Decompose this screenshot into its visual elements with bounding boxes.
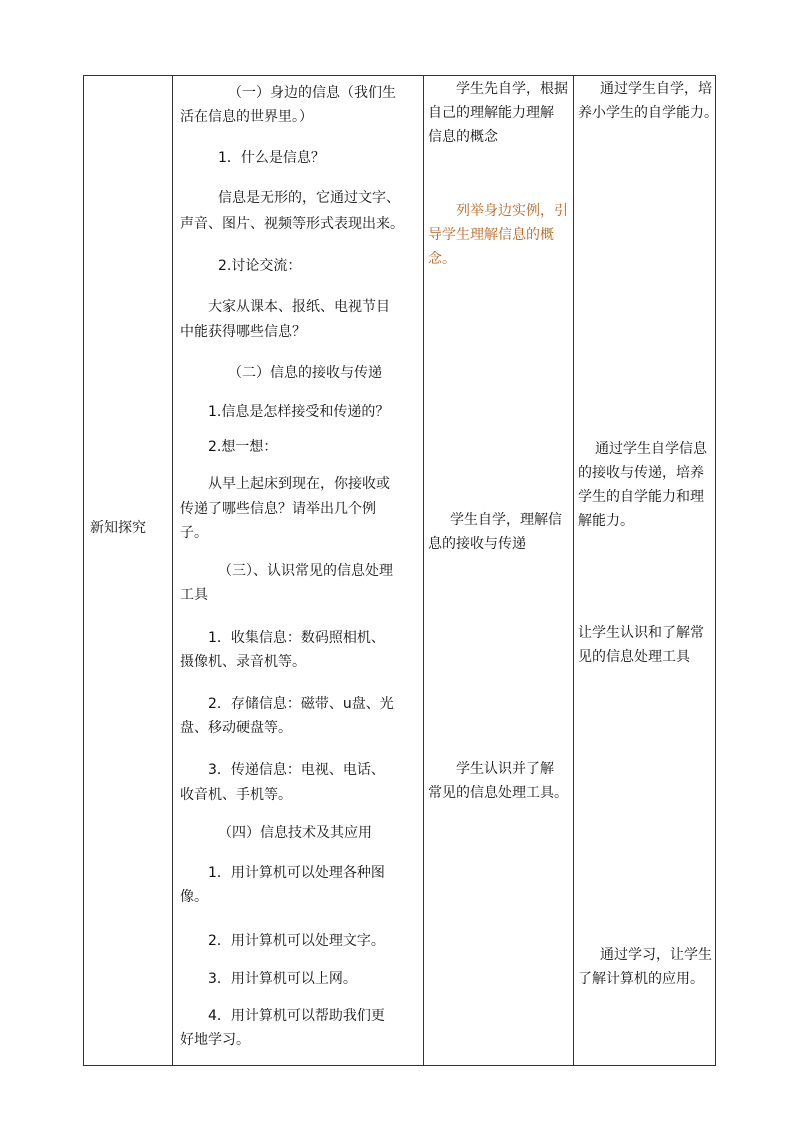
content-line: 1．收集信息：数码照相机、 bbox=[208, 630, 385, 646]
purpose-line: 见的信息处理工具 bbox=[578, 649, 690, 665]
purpose-line: 养小学生的自学能力。 bbox=[578, 105, 718, 121]
content-line: 1.信息是怎样接受和传递的？ bbox=[208, 404, 390, 420]
content-line: 1．用计算机可以处理各种图 bbox=[208, 865, 385, 881]
student-line: 息的接收与传递 bbox=[428, 536, 526, 552]
content-line: （二）信息的接收与传递 bbox=[228, 365, 382, 381]
purpose-line: 通过学生自学信息 bbox=[595, 441, 707, 457]
content-line: 2.想一想： bbox=[208, 439, 278, 455]
purpose-line: 通过学生自学，培 bbox=[600, 81, 712, 97]
content-line: （四）信息技术及其应用 bbox=[218, 825, 372, 841]
student-line: 念。 bbox=[428, 251, 456, 267]
content-line: 大家从课本、报纸、电视节目 bbox=[208, 299, 390, 315]
column-divider bbox=[172, 76, 173, 1065]
content-line: 信息是无形的，它通过文字、 bbox=[218, 190, 400, 206]
purpose-line: 通过学习，让学生 bbox=[600, 947, 712, 963]
student-line: 列举身边实例，引 bbox=[456, 203, 568, 219]
student-line: 学生先自学，根据 bbox=[456, 81, 568, 97]
column-divider bbox=[573, 76, 574, 1065]
content-line: 2．存储信息：磁带、u盘、光 bbox=[208, 696, 394, 712]
content-line: 摄像机、录音机等。 bbox=[180, 654, 306, 670]
content-line: 3．用计算机可以上网。 bbox=[208, 971, 357, 987]
content-line: 4．用计算机可以帮助我们更 bbox=[208, 1008, 385, 1024]
purpose-line: 学生的自学能力和理 bbox=[578, 489, 704, 505]
content-line: 中能获得哪些信息？ bbox=[180, 324, 306, 340]
purpose-line: 的接收与传递，培养 bbox=[578, 465, 704, 481]
student-line: 学生自学，理解信 bbox=[450, 512, 562, 528]
content-line: 声音、图片、视频等形式表现出来。 bbox=[180, 216, 404, 232]
content-line: 1．什么是信息？ bbox=[218, 150, 325, 166]
content-line: 子。 bbox=[180, 525, 208, 541]
content-line: 2．用计算机可以处理文字。 bbox=[208, 933, 385, 949]
purpose-line: 让学生认识和了解常 bbox=[578, 625, 704, 641]
student-line: 学生认识并了解 bbox=[456, 761, 554, 777]
content-line: 2.讨论交流： bbox=[218, 258, 302, 274]
content-line: 从早上起床到现在，你接收或 bbox=[208, 476, 390, 492]
content-line: （三）、认识常见的信息处理 bbox=[218, 563, 393, 579]
section-label: 新知探究 bbox=[90, 520, 146, 536]
content-line: 工具 bbox=[180, 587, 208, 603]
content-line: 传递了哪些信息？请举出几个例 bbox=[180, 501, 376, 517]
content-line: 盘、移动硬盘等。 bbox=[180, 720, 292, 736]
content-line: 3．传递信息：电视、电话、 bbox=[208, 762, 385, 778]
content-line: 活在信息的世界里。） bbox=[180, 109, 313, 125]
content-line: 好地学习。 bbox=[180, 1032, 250, 1048]
column-divider bbox=[423, 76, 424, 1065]
purpose-line: 解能力。 bbox=[578, 513, 634, 529]
student-line: 导学生理解信息的概 bbox=[428, 227, 554, 243]
content-line: 像。 bbox=[180, 889, 208, 905]
student-line: 常见的信息处理工具。 bbox=[428, 785, 568, 801]
student-line: 自己的理解能力理解 bbox=[428, 105, 554, 121]
student-line: 信息的概念 bbox=[428, 129, 498, 145]
content-line: 收音机、手机等。 bbox=[180, 787, 292, 803]
purpose-line: 了解计算机的应用。 bbox=[578, 971, 704, 987]
content-line: （一）身边的信息（我们生 bbox=[228, 85, 396, 101]
